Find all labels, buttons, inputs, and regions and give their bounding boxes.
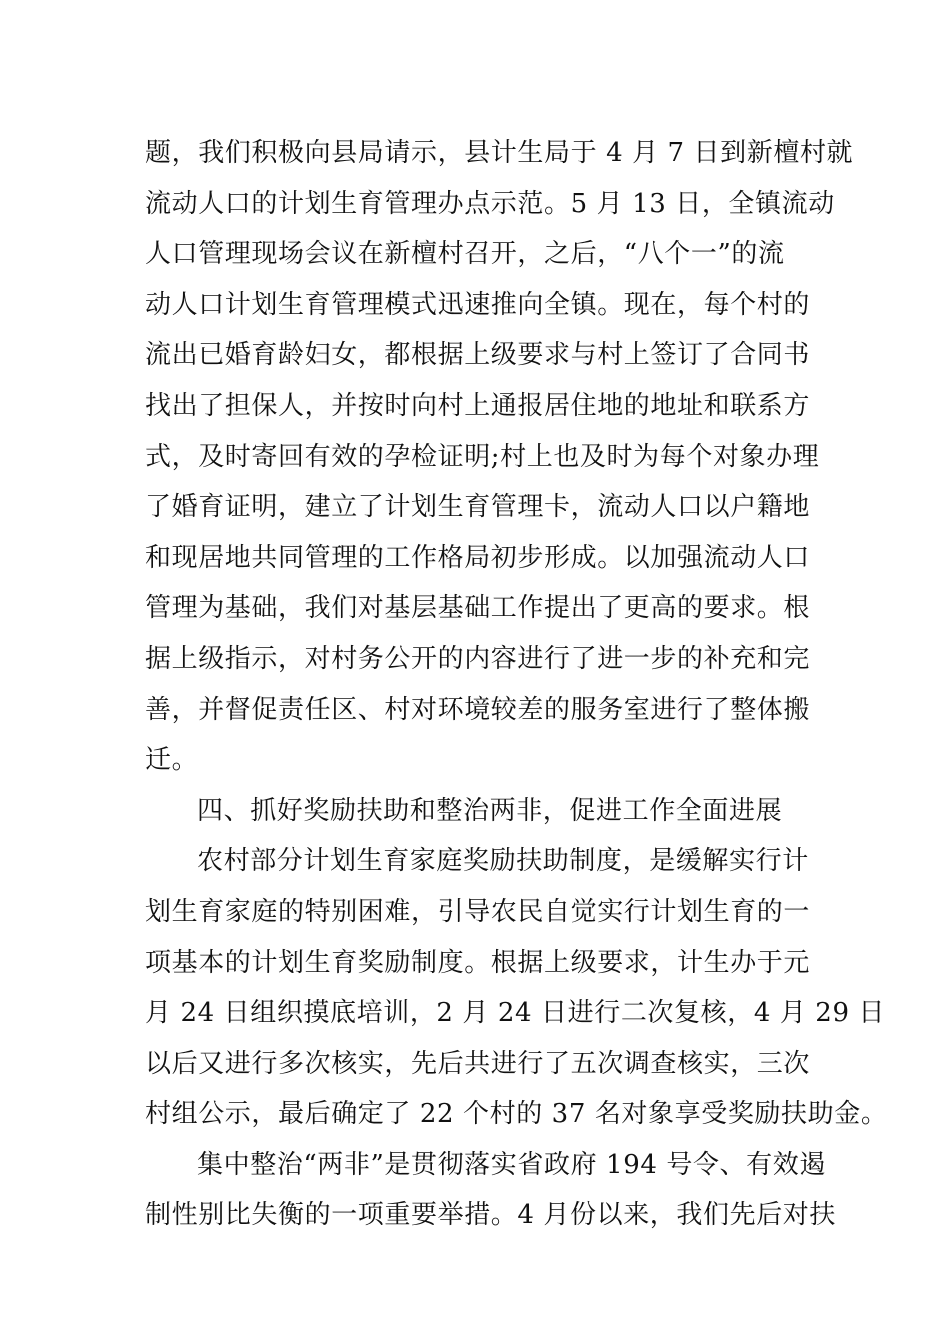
text-line: 和现居地共同管理的工作格局初步形成。以加强流动人口	[145, 542, 811, 573]
text-line: 村组公示，最后确定了 22 个村的 37 名对象享受奖励扶助金。	[145, 1099, 888, 1130]
paragraph-start-line: 集中整治“两非”是贯彻落实省政府 194 号令、有效遏	[197, 1149, 826, 1180]
text-line: 找出了担保人，并按时向村上通报居住地的地址和联系方	[145, 390, 811, 421]
section-heading: 四、抓好奖励扶助和整治两非，促进工作全面进展	[197, 795, 783, 826]
text-line: 划生育家庭的特别困难，引导农民自觉实行计划生育的一	[145, 896, 811, 927]
text-line: 制性别比失衡的一项重要举措。4 月份以来，我们先后对扶	[145, 1200, 837, 1231]
paragraph-start-line: 农村部分计划生育家庭奖励扶助制度，是缓解实行计	[197, 846, 809, 877]
text-line: 流动人口的计划生育管理办点示范。5 月 13 日，全镇流动	[145, 188, 835, 219]
text-line: 流出已婚育龄妇女，都根据上级要求与村上签订了合同书	[145, 340, 811, 371]
text-line: 迁。	[145, 745, 199, 776]
body-text	[145, 128, 888, 1241]
text-line: 了婚育证明，建立了计划生育管理卡，流动人口以户籍地	[145, 492, 811, 523]
text-line: 月 24 日组织摸底培训，2 月 24 日进行二次复核，4 月 29 日	[145, 998, 886, 1029]
text-line: 人口管理现场会议在新檀村召开，之后，“八个一”的流	[145, 239, 785, 270]
text-line: 动人口计划生育管理模式迅速推向全镇。现在，每个村的	[145, 289, 811, 320]
text-line: 以后又进行多次核实，先后共进行了五次调查核实，三次	[145, 1048, 811, 1079]
text-line: 善，并督促责任区、村对环境较差的服务室进行了整体搬	[145, 694, 811, 725]
text-line: 项基本的计划生育奖励制度。根据上级要求，计生办于元	[145, 947, 811, 978]
text-line: 据上级指示，对村务公开的内容进行了进一步的补充和完	[145, 643, 811, 674]
text-line: 题，我们积极向县局请示，县计生局于 4 月 7 日到新檀村就	[145, 138, 854, 168]
text-line: 式，及时寄回有效的孕检证明;村上也及时为每个对象办理	[145, 441, 820, 472]
text-line: 管理为基础，我们对基层基础工作提出了更高的要求。根	[145, 593, 811, 624]
